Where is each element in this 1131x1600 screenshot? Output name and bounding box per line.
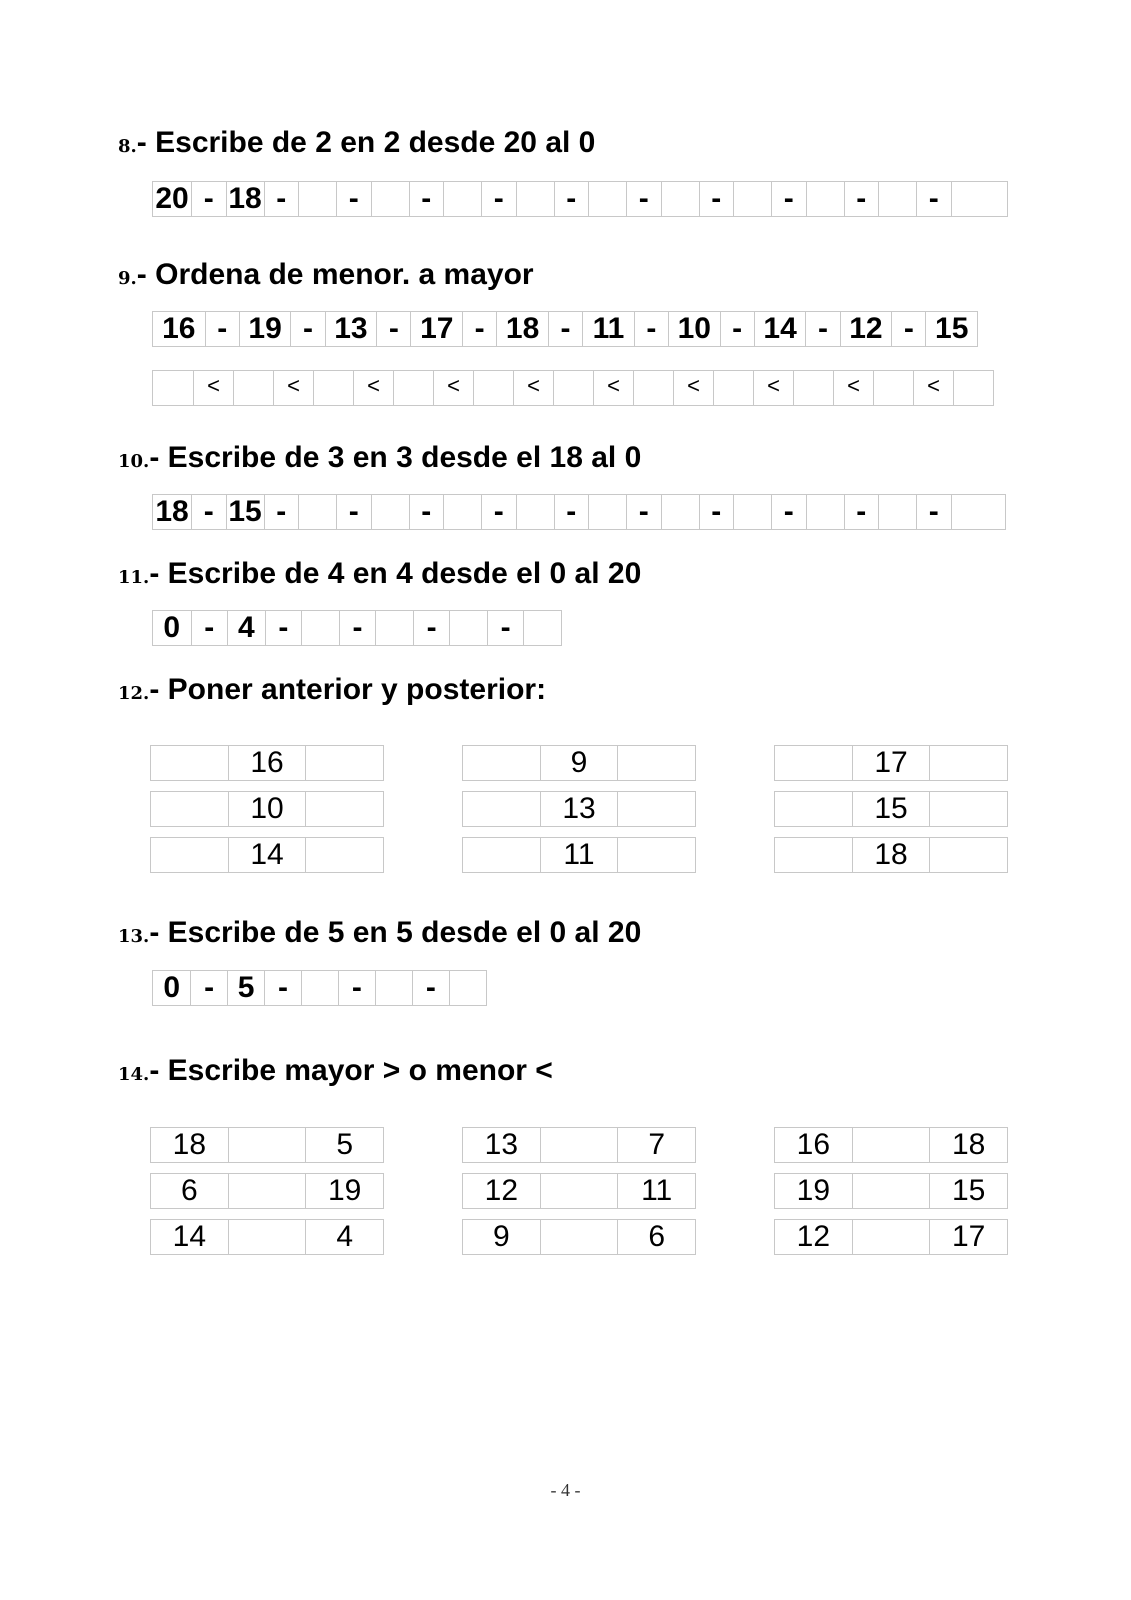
less-than-sign: < <box>353 371 393 405</box>
answer-cell[interactable] <box>443 495 481 529</box>
left-number: 12 <box>484 1174 519 1207</box>
anterior-cell[interactable] <box>775 746 852 780</box>
dash-cell: - <box>626 495 661 529</box>
number-cell: 17 <box>410 312 462 346</box>
answer-cell[interactable] <box>516 495 554 529</box>
dash-cell: - <box>191 611 228 645</box>
dash-cell: - <box>771 495 806 529</box>
left-number: 13 <box>484 1128 519 1161</box>
posterior-cell[interactable] <box>929 746 1007 780</box>
dash-cell: - <box>844 495 879 529</box>
answer-cell[interactable] <box>951 182 989 216</box>
given-number: 11 <box>540 838 618 872</box>
comparison-sign-cell[interactable] <box>540 1128 618 1162</box>
dash-cell: - <box>548 312 582 346</box>
grid-row <box>462 1127 696 1163</box>
given-number: 9 <box>540 746 618 780</box>
grid-row <box>774 1173 1008 1209</box>
dash-cell: - <box>336 182 371 216</box>
right-number: 15 <box>929 1174 1007 1208</box>
answer-cell[interactable] <box>661 495 699 529</box>
comparison-sign-cell[interactable] <box>540 1174 618 1208</box>
posterior-cell[interactable] <box>305 746 383 780</box>
dash-cell: - <box>409 182 444 216</box>
left-number: 9 <box>492 1220 510 1253</box>
dash-cell: - <box>481 182 516 216</box>
answer-cell[interactable] <box>951 495 989 529</box>
dash-cell: - <box>699 182 734 216</box>
page-number: - 4 - <box>550 1480 581 1500</box>
left-number: 12 <box>796 1220 831 1253</box>
dash-cell: - <box>409 495 444 529</box>
number-cell: 18 <box>496 312 548 346</box>
number-cell: 4 <box>227 611 265 645</box>
grid-row <box>462 837 696 873</box>
answer-cell[interactable] <box>516 182 554 216</box>
dash-cell: - <box>916 495 951 529</box>
number-cell: 0 <box>163 611 181 644</box>
right-number: 6 <box>617 1220 695 1254</box>
answer-cell[interactable] <box>449 611 487 645</box>
number-cell: 11 <box>582 312 634 346</box>
number-cell: 10 <box>668 312 720 346</box>
comparison-sign-cell[interactable] <box>228 1220 306 1254</box>
answer-cell[interactable] <box>371 182 409 216</box>
grid-row <box>150 1219 384 1255</box>
anterior-cell[interactable] <box>463 792 540 826</box>
given-number: 16 <box>228 746 306 780</box>
posterior-cell[interactable] <box>617 746 695 780</box>
answer-cell[interactable] <box>298 495 336 529</box>
dash-cell: - <box>626 182 661 216</box>
dash-cell: - <box>462 312 496 346</box>
dash-cell: - <box>265 611 302 645</box>
grid-row <box>462 791 696 827</box>
number-cell: 13 <box>325 312 377 346</box>
dash-cell: - <box>290 312 324 346</box>
grid-row <box>774 1219 1008 1255</box>
dash-cell: - <box>699 495 734 529</box>
answer-cell[interactable] <box>298 182 336 216</box>
left-number: 14 <box>172 1220 207 1253</box>
given-number: 15 <box>852 792 930 826</box>
exercise-14-title <box>118 1054 553 1092</box>
grid-row <box>462 1173 696 1209</box>
dash-cell: - <box>771 182 806 216</box>
comparison-sign-cell[interactable] <box>852 1128 930 1162</box>
answer-cell[interactable] <box>313 371 353 405</box>
left-number: 16 <box>796 1128 831 1161</box>
answer-cell[interactable] <box>878 182 916 216</box>
exercise-12-title <box>118 673 546 711</box>
given-number: 10 <box>228 792 306 826</box>
answer-cell[interactable] <box>393 371 433 405</box>
answer-cell[interactable] <box>806 495 844 529</box>
exercise-11-title <box>118 557 641 595</box>
answer-cell[interactable] <box>375 971 412 1005</box>
answer-cell[interactable] <box>661 182 699 216</box>
anterior-cell[interactable] <box>775 838 852 872</box>
anterior-cell[interactable] <box>151 792 228 826</box>
comparison-sign-cell[interactable] <box>852 1174 930 1208</box>
answer-cell[interactable] <box>301 971 338 1005</box>
left-number: 19 <box>796 1174 831 1207</box>
less-than-sign: < <box>753 371 793 405</box>
number-cell: 0 <box>163 971 181 1004</box>
dash-cell: - <box>205 312 239 346</box>
grid-row <box>150 837 384 873</box>
answer-cell[interactable] <box>713 371 753 405</box>
posterior-cell[interactable] <box>305 838 383 872</box>
given-number: 14 <box>228 838 306 872</box>
number-cell: 12 <box>840 312 892 346</box>
number-cell: 19 <box>239 312 291 346</box>
anterior-cell[interactable] <box>151 746 228 780</box>
less-than-sign: < <box>433 371 473 405</box>
comparison-grid <box>150 1127 384 1255</box>
grid-row <box>774 745 1008 781</box>
right-number: 11 <box>617 1174 695 1208</box>
grid-row <box>150 745 384 781</box>
exercise-text: - Poner anterior y posterior: <box>149 673 547 706</box>
anterior-cell[interactable] <box>463 746 540 780</box>
anterior-posterior-grid <box>774 745 1008 873</box>
dash-cell: - <box>554 182 589 216</box>
exercise-text: - Escribe de 3 en 3 desde el 18 al 0 <box>149 441 642 474</box>
less-than-sign: < <box>273 371 313 405</box>
number-cell: 14 <box>754 312 806 346</box>
dash-cell: - <box>481 495 516 529</box>
dash-cell: - <box>339 611 376 645</box>
answer-cell[interactable] <box>733 182 771 216</box>
dash-cell: - <box>844 182 879 216</box>
exercise-number: 9. <box>118 268 137 289</box>
dash-cell: - <box>338 971 374 1005</box>
answer-cell[interactable] <box>873 371 913 405</box>
number-cell: 5 <box>227 971 264 1005</box>
exercise-9-title <box>118 258 534 296</box>
comparison-grid <box>774 1127 1008 1255</box>
posterior-cell[interactable] <box>617 792 695 826</box>
number-cell: 20 <box>155 182 189 215</box>
number-cell: 15 <box>226 495 264 529</box>
dash-cell: - <box>413 611 450 645</box>
grid-row <box>462 1219 696 1255</box>
dash-cell: - <box>487 611 524 645</box>
less-than-sign: < <box>193 371 233 405</box>
right-number: 4 <box>305 1220 383 1254</box>
answer-cell[interactable] <box>473 371 513 405</box>
exercise-number: 13. <box>118 926 150 947</box>
dash-cell: - <box>891 312 925 346</box>
dash-cell: - <box>916 182 951 216</box>
exercise-13-title <box>118 916 641 954</box>
grid-row <box>150 791 384 827</box>
given-number: 18 <box>852 838 930 872</box>
comparison-sign-cell[interactable] <box>852 1220 930 1254</box>
posterior-cell[interactable] <box>929 792 1007 826</box>
grid-row <box>150 1173 384 1209</box>
answer-cell[interactable] <box>449 971 486 1005</box>
answer-cell[interactable] <box>633 371 673 405</box>
answer-cell[interactable] <box>443 182 481 216</box>
left-number: 18 <box>172 1128 207 1161</box>
exercise-number: 8. <box>118 136 137 157</box>
answer-cell[interactable] <box>806 182 844 216</box>
answer-cell[interactable] <box>371 495 409 529</box>
grid-row <box>462 745 696 781</box>
given-number: 17 <box>852 746 930 780</box>
number-cell: 18 <box>155 495 189 528</box>
answer-cell[interactable] <box>301 611 339 645</box>
ordering-answer-row <box>152 370 994 406</box>
number-cell: 16 <box>162 312 196 345</box>
right-number: 17 <box>929 1220 1007 1254</box>
answer-cell[interactable] <box>153 371 193 405</box>
exercise-text: - Ordena de menor. a mayor <box>136 258 534 291</box>
answer-cell[interactable] <box>233 371 273 405</box>
answer-cell[interactable] <box>523 611 561 645</box>
exercise-10-title <box>118 441 641 479</box>
anterior-posterior-grid <box>150 745 384 873</box>
dash-cell: - <box>264 495 299 529</box>
comparison-sign-cell[interactable] <box>540 1220 618 1254</box>
dash-cell: - <box>190 971 226 1005</box>
answer-cell[interactable] <box>953 371 993 405</box>
right-number: 7 <box>617 1128 695 1162</box>
exercise-text: - Escribe de 2 en 2 desde 20 al 0 <box>136 126 596 159</box>
right-number: 18 <box>929 1128 1007 1162</box>
left-number: 6 <box>180 1174 198 1207</box>
comparison-sign-cell[interactable] <box>228 1174 306 1208</box>
exercise-text: - Escribe de 5 en 5 desde el 0 al 20 <box>149 916 642 949</box>
exercise-number: 14. <box>118 1064 150 1085</box>
posterior-cell[interactable] <box>929 838 1007 872</box>
dash-cell: - <box>634 312 668 346</box>
dash-cell: - <box>412 971 448 1005</box>
less-than-sign: < <box>673 371 713 405</box>
less-than-sign: < <box>913 371 953 405</box>
dash-cell: - <box>191 495 226 529</box>
grid-row <box>150 1127 384 1163</box>
anterior-cell[interactable] <box>463 838 540 872</box>
answer-cell[interactable] <box>733 495 771 529</box>
less-than-sign: < <box>513 371 553 405</box>
numbers-to-order <box>152 311 978 347</box>
dash-cell: - <box>264 971 300 1005</box>
exercise-number: 10. <box>118 451 150 472</box>
sequence-row-11 <box>152 610 562 646</box>
dash-cell: - <box>720 312 754 346</box>
exercise-number: 11. <box>118 567 150 588</box>
sequence-row-10 <box>152 494 1006 530</box>
answer-cell[interactable] <box>588 182 626 216</box>
dash-cell: - <box>805 312 839 346</box>
number-cell: 15 <box>925 312 977 346</box>
less-than-sign: < <box>833 371 873 405</box>
grid-row <box>774 837 1008 873</box>
right-number: 19 <box>305 1174 383 1208</box>
given-number: 13 <box>540 792 618 826</box>
sequence-row-13 <box>152 970 487 1006</box>
dash-cell: - <box>264 182 299 216</box>
anterior-cell[interactable] <box>775 792 852 826</box>
answer-cell[interactable] <box>793 371 833 405</box>
grid-row <box>774 791 1008 827</box>
sequence-row-8 <box>152 181 1008 217</box>
exercise-text: - Escribe mayor > o menor < <box>149 1054 553 1087</box>
answer-cell[interactable] <box>588 495 626 529</box>
comparison-sign-cell[interactable] <box>228 1128 306 1162</box>
answer-cell[interactable] <box>553 371 593 405</box>
less-than-sign: < <box>593 371 633 405</box>
anterior-cell[interactable] <box>151 838 228 872</box>
grid-row <box>774 1127 1008 1163</box>
exercise-text: - Escribe de 4 en 4 desde el 0 al 20 <box>149 557 642 590</box>
dash-cell: - <box>336 495 371 529</box>
dash-cell: - <box>376 312 410 346</box>
anterior-posterior-grid <box>462 745 696 873</box>
answer-cell[interactable] <box>375 611 413 645</box>
right-number: 5 <box>305 1128 383 1162</box>
dash-cell: - <box>191 182 226 216</box>
comparison-grid <box>462 1127 696 1255</box>
answer-cell[interactable] <box>878 495 916 529</box>
number-cell: 18 <box>226 182 264 216</box>
posterior-cell[interactable] <box>305 792 383 826</box>
exercise-8-title <box>118 126 595 164</box>
posterior-cell[interactable] <box>617 838 695 872</box>
dash-cell: - <box>554 495 589 529</box>
exercise-number: 12. <box>118 683 150 704</box>
